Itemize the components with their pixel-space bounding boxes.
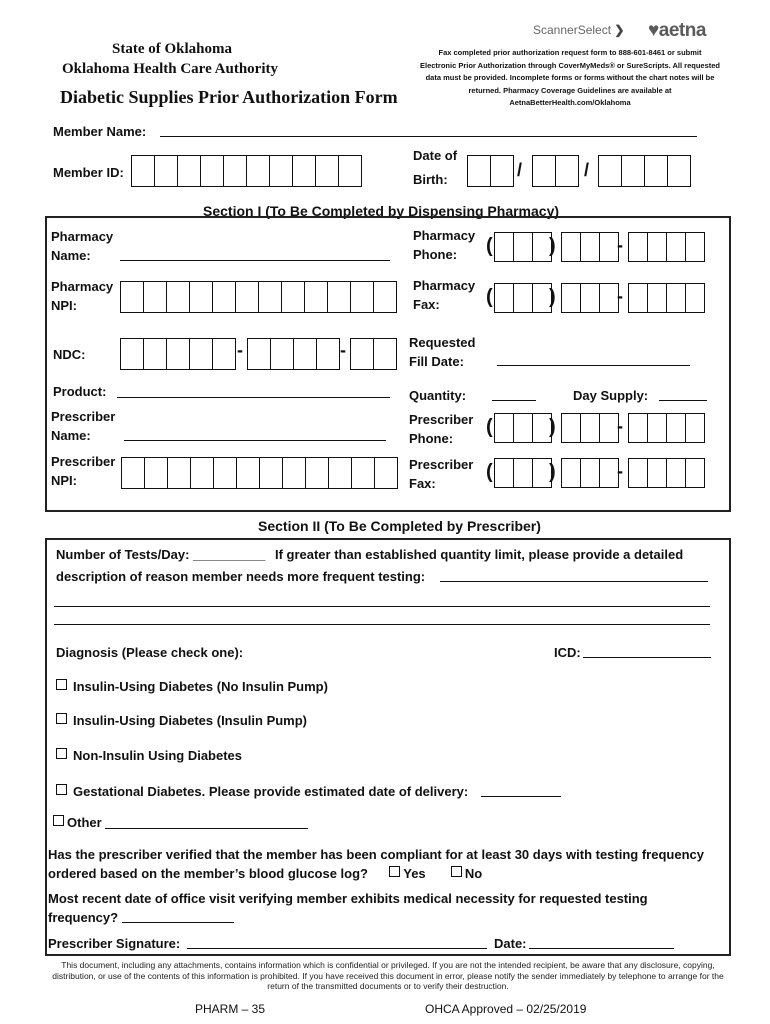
prescriber-name-label-1: Prescriber — [51, 409, 116, 424]
pharmacy-fax-prefix-boxes[interactable] — [561, 283, 619, 313]
paren-open: ( — [486, 461, 493, 483]
checkbox-icon[interactable] — [451, 866, 462, 877]
pharmacy-fax-label-1: Pharmacy — [413, 278, 476, 293]
prescriber-phone-label-2: Phone: — [409, 431, 454, 446]
tests-instruction-text: If greater than established quantity limit, please provide a detailed — [274, 547, 684, 562]
yes-option[interactable] — [389, 866, 425, 881]
pharmacy-phone-label-2: Phone: — [413, 247, 458, 262]
prescriber-npi-boxes[interactable] — [121, 457, 398, 489]
pharmacy-name-label-1: Pharmacy — [51, 229, 114, 244]
reason-line-2[interactable] — [54, 606, 710, 607]
prescriber-phone-line-boxes[interactable] — [628, 413, 705, 443]
icd-field[interactable] — [583, 657, 711, 658]
fill-date-field[interactable] — [497, 365, 690, 366]
date-field[interactable] — [529, 948, 674, 949]
pharmacy-phone-area-boxes[interactable] — [494, 232, 552, 262]
checkbox-icon[interactable] — [53, 815, 64, 826]
dash: - — [617, 416, 623, 436]
section-1-title: Section I (To Be Completed by Dispensing Pharmacy) — [203, 203, 560, 219]
member-name-field[interactable] — [160, 136, 697, 137]
paren-close: ) — [549, 286, 556, 308]
day-supply-field[interactable] — [659, 400, 707, 401]
paren-close: ) — [549, 235, 556, 257]
diagnosis-label: Diagnosis (Please check one): — [56, 645, 244, 660]
signature-field[interactable] — [187, 948, 487, 949]
dob-label-1: Date of — [413, 148, 458, 163]
dash: - — [617, 286, 623, 306]
pharmacy-fax-area-boxes[interactable] — [494, 283, 552, 313]
signature-label: Prescriber Signature: — [48, 936, 181, 951]
prescriber-npi-label-1: Prescriber — [51, 454, 116, 469]
dob-year-boxes[interactable] — [598, 155, 691, 187]
requested-label-1: Requested — [409, 335, 476, 350]
prescriber-fax-line-boxes[interactable] — [628, 458, 705, 488]
checkbox-icon[interactable] — [56, 748, 67, 759]
scanner-select-logo-text: ScannerSelect — [533, 23, 612, 37]
pharmacy-name-field[interactable] — [120, 260, 390, 261]
ndc-boxes-2[interactable] — [247, 338, 340, 370]
authority-name: Oklahoma Health Care Authority — [62, 61, 278, 77]
reason-line-1[interactable] — [440, 581, 708, 582]
prescriber-phone-label-1: Prescriber — [409, 412, 474, 427]
confidentiality-notice: This document, including any attachments, contains information which is confidential or privileged. If you are not the intended recipient, be aware that any disclosure, copying, distribution, or use of the contents of this information is prohibited. If you have received this document in error, please notify the sender immediately by telephone to arrange for the return of the transmitted documents or to verify their destruction. — [52, 960, 724, 991]
checkbox-icon[interactable] — [389, 866, 400, 877]
date-label: Date: — [494, 936, 527, 951]
prescriber-phone-area-boxes[interactable] — [494, 413, 552, 443]
dash: - — [340, 340, 346, 360]
heart-icon: ♥ — [648, 20, 659, 41]
no-option[interactable] — [451, 866, 482, 881]
tests-reason-label: description of reason member needs more frequent testing: — [56, 569, 426, 584]
prescriber-fax-label-1: Prescriber — [409, 457, 474, 472]
aetna-logo — [648, 20, 706, 42]
dob-month-boxes[interactable] — [467, 155, 514, 187]
ndc-boxes-3[interactable] — [350, 338, 397, 370]
tests-per-day-field[interactable]: __________ — [193, 547, 266, 562]
dash: - — [617, 235, 623, 255]
member-id-boxes[interactable] — [131, 155, 362, 187]
approval-date: OHCA Approved – 02/25/2019 — [425, 1002, 587, 1016]
compliance-question-text: Has the prescriber verified that the member has been compliant for at least 30 days with testing frequency ordered based on the member’s blood glucose log? — [48, 847, 704, 881]
member-name-label: Member Name: — [53, 124, 147, 139]
pharmacy-phone-line-boxes[interactable] — [628, 232, 705, 262]
delivery-date-field[interactable] — [481, 796, 561, 797]
product-field[interactable] — [117, 397, 390, 398]
ndc-boxes-1[interactable] — [120, 338, 236, 370]
other-field[interactable] — [105, 828, 308, 829]
pharmacy-name-label-2: Name: — [51, 248, 91, 263]
dob-day-boxes[interactable] — [532, 155, 579, 187]
requested-label-2: Fill Date: — [409, 354, 464, 369]
checkbox-icon[interactable] — [56, 713, 67, 724]
prescriber-name-field[interactable] — [124, 440, 386, 441]
yes-label: Yes — [403, 866, 426, 881]
product-label: Product: — [53, 384, 107, 399]
compliance-question — [48, 845, 723, 883]
paren-close: ) — [549, 416, 556, 438]
form-title: Diabetic Supplies Prior Authorization Form — [60, 87, 398, 107]
checkbox-icon[interactable] — [56, 784, 67, 795]
scanner-select-logo: ScannerSelect ❯ — [533, 23, 625, 37]
option-pump[interactable] — [56, 711, 307, 730]
ndc-label: NDC: — [53, 347, 86, 362]
icd-label: ICD: — [554, 645, 581, 660]
pharmacy-npi-boxes[interactable] — [120, 281, 397, 313]
paren-open: ( — [486, 416, 493, 438]
prescriber-fax-prefix-boxes[interactable] — [561, 458, 619, 488]
reason-line-3[interactable] — [54, 624, 710, 625]
state-name: State of Oklahoma — [112, 41, 232, 57]
office-visit-date-field[interactable] — [122, 922, 234, 923]
pharmacy-npi-label-1: Pharmacy — [51, 279, 114, 294]
option-label: Gestational Diabetes. Please provide estimated date of delivery: — [73, 784, 469, 799]
pharmacy-npi-label-2: NPI: — [51, 298, 77, 313]
member-id-label: Member ID: — [53, 165, 124, 180]
section-2-title: Section II (To Be Completed by Prescriber) — [258, 518, 541, 534]
checkbox-icon[interactable] — [56, 679, 67, 690]
option-label: Insulin-Using Diabetes (No Insulin Pump) — [73, 679, 328, 694]
dash: - — [617, 461, 623, 481]
quantity-field[interactable] — [492, 400, 536, 401]
dob-label-2: Birth: — [413, 172, 448, 187]
option-no-pump[interactable] — [56, 677, 328, 696]
dash: - — [237, 340, 243, 360]
office-visit-question: Most recent date of office visit verifying member exhibits medical necessity for requested testing frequency? — [48, 891, 648, 925]
pharmacy-phone-prefix-boxes[interactable] — [561, 232, 619, 262]
option-label: Insulin-Using Diabetes (Insulin Pump) — [73, 713, 308, 728]
paren-open: ( — [486, 286, 493, 308]
pharmacy-phone-label-1: Pharmacy — [413, 228, 476, 243]
pharmacy-fax-label-2: Fax: — [413, 297, 440, 312]
dob-slash-2: / — [584, 160, 590, 180]
prescriber-phone-prefix-boxes[interactable] — [561, 413, 619, 443]
prescriber-npi-label-2: NPI: — [51, 473, 77, 488]
day-supply-label: Day Supply: — [573, 388, 649, 403]
pharmacy-fax-line-boxes[interactable] — [628, 283, 705, 313]
no-label: No — [464, 866, 483, 881]
quantity-label: Quantity: — [409, 388, 467, 403]
prescriber-fax-area-boxes[interactable] — [494, 458, 552, 488]
option-other[interactable] — [53, 813, 102, 832]
option-gestational[interactable] — [56, 782, 468, 801]
option-label: Other — [67, 815, 102, 830]
prescriber-name-label-2: Name: — [51, 428, 91, 443]
option-non-insulin[interactable] — [56, 746, 242, 765]
paren-open: ( — [486, 235, 493, 257]
option-label: Non-Insulin Using Diabetes — [73, 748, 243, 763]
tests-label-text: Number of Tests/Day: — [56, 547, 190, 562]
form-code: PHARM – 35 — [195, 1002, 266, 1016]
dob-slash-1: / — [517, 160, 523, 180]
aetna-logo-text: aetna — [658, 20, 706, 41]
fax-instructions: Fax completed prior authorization request form to 888-601-8461 or submit Electronic Prior Authorization through CoverMyMeds® or SureScripts. All requested data must be provided. Incomplete forms or forms without the chart notes will be returned. Pharmacy Coverage Guidelines are available at AetnaBetterHealth.com/Oklahoma — [420, 48, 721, 107]
tests-per-day-label — [56, 545, 683, 564]
prescriber-fax-label-2: Fax: — [409, 476, 436, 491]
paren-close: ) — [549, 461, 556, 483]
